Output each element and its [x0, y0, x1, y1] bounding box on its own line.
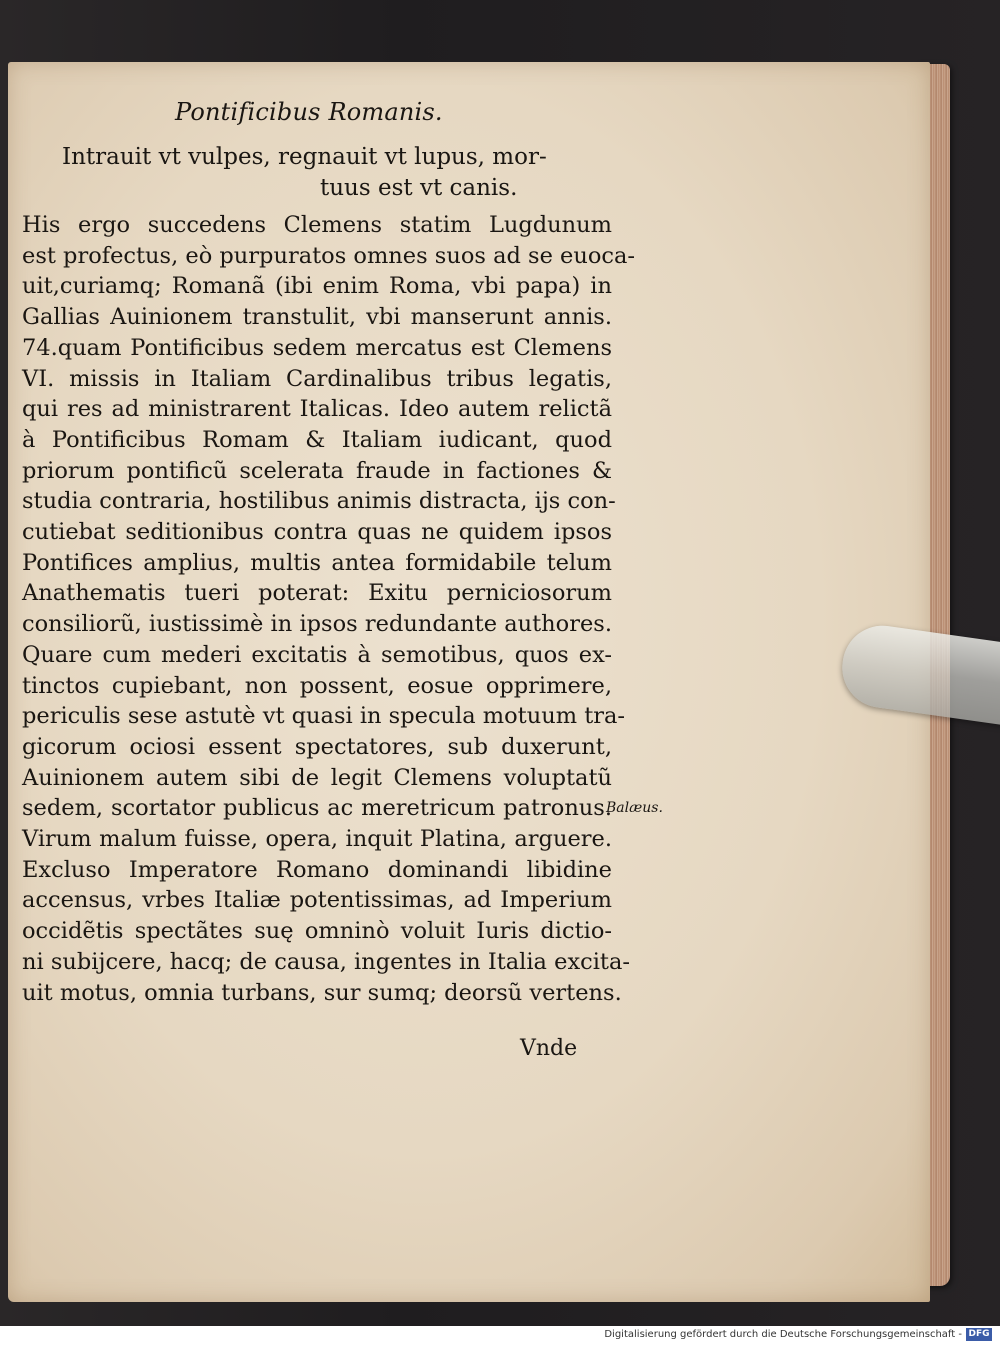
text-line: consiliorũ, iustissimè in ipsos redundante authores.	[22, 611, 612, 638]
text-line: qui res ad ministrarent Italicas. Ideo autem relictã	[22, 396, 612, 423]
text-line: ni subijcere, hacq; de causa, ingentes in Italia excita-	[22, 948, 630, 975]
intro-verse	[62, 142, 602, 204]
text-line: gicorum ociosi essent spectatores, sub duxerunt,	[22, 733, 612, 760]
intro-line-2: tuus est vt canis.	[320, 175, 518, 201]
footer-credit: Digitalisierung gefördert durch die Deutsche Forschungsgemeinschaft -	[604, 1329, 962, 1340]
catchword: Vnde	[520, 1036, 578, 1061]
text-line: VI. missis in Italiam Cardinalibus tribus legatis,	[22, 365, 612, 392]
text-line: Pontifices amplius, multis antea formidabile telum	[22, 549, 612, 576]
dfg-logo: DFG	[966, 1328, 992, 1341]
text-line: 74.quam Pontificibus sedem mercatus est Clemens	[22, 334, 612, 361]
text-line: occidẽtis spectãtes suę omninò voluit Iuris dictio-	[22, 918, 612, 945]
text-line: Gallias Auinionem transtulit, vbi manserunt annis.	[22, 304, 612, 331]
text-line: sedem, scortator publicus ac meretricum patronus.	[22, 795, 612, 822]
text-line: uit motus, omnia turbans, sur sumq; deorsũ vertens.	[22, 979, 622, 1006]
text-line: Auinionem autem sibi de legit Clemens voluptatũ	[22, 764, 612, 791]
text-line: est profectus, eò purpuratos omnes suos ad se euoca-	[22, 242, 636, 269]
text-line: Anathematis tueri poterat: Exitu perniciosorum	[22, 580, 612, 607]
text-line: Virum malum fuisse, opera, inquit Platina, arguere.	[22, 826, 612, 852]
text-line: Excluso Imperatore Romano dominandi libidine	[22, 856, 612, 883]
marginal-note: Balæus.	[606, 800, 663, 816]
text-line: His ergo succedens Clemens statim Lugdunum	[22, 212, 612, 238]
text-line: periculis sese astutè vt quasi in specula motuum tra-	[22, 703, 626, 730]
text-line: accensus, vrbes Italiæ potentissimas, ad Imperium	[22, 887, 612, 914]
text-line: tinctos cupiebant, non possent, eosue opprimere,	[22, 672, 612, 699]
text-line: studia contraria, hostilibus animis distracta, ijs con-	[22, 488, 616, 515]
text-line: Quare cum mederi excitatis à semotibus, quos ex-	[22, 641, 612, 668]
text-line: à Pontificibus Romam & Italiam iudicant, quod	[22, 426, 612, 453]
running-head: Pontificibus Romanis.	[175, 98, 443, 126]
text-line: cutiebat seditionibus contra quas ne quidem ipsos	[22, 519, 612, 545]
text-line: uit,curiamq; Romanã (ibi enim Roma, vbi papa) in	[22, 273, 612, 300]
intro-line-1: Intrauit vt vulpes, regnauit vt lupus, mor-	[62, 144, 547, 170]
text-line: priorum pontificũ scelerata fraude in factiones &	[22, 457, 612, 484]
